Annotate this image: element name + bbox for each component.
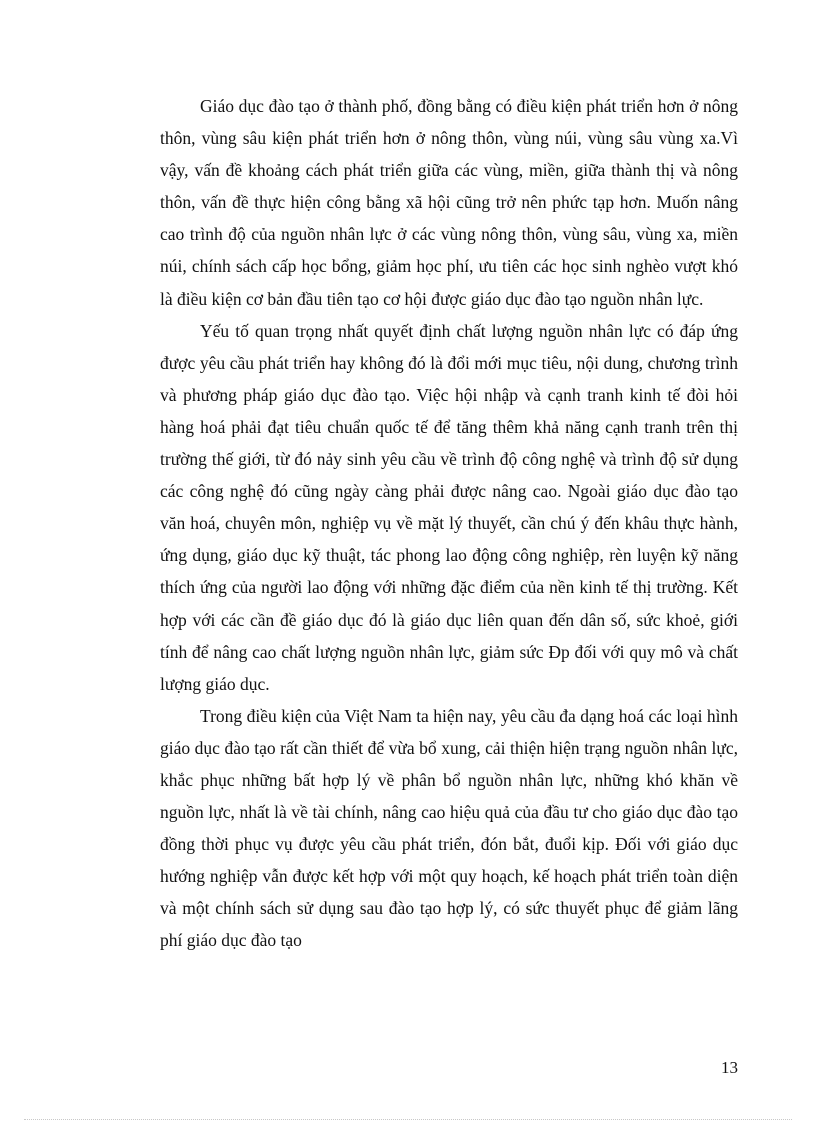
page-number: 13 [721, 1058, 738, 1077]
paragraph: Yếu tố quan trọng nhất quyết định chất lượng nguồn nhân lực có đáp ứng được yêu cầu phát triển hay không đó là đổi mới mục tiêu, nội dung, chương trình và phương pháp giáo dục đào tạo. Việc hội nhập và cạnh tranh kinh tế đòi hỏi hàng hoá phải đạt tiêu chuẩn quốc tế để tăng thêm khả năng cạnh tranh trên thị trường thế giới, từ đó nảy sinh yêu cầu về trình độ công nghệ và trình độ sử dụng các công nghệ đó cũng ngày càng phải được nâng cao. Ngoài giáo dục đào tạo văn hoá, chuyên môn, nghiệp vụ về mặt lý thuyết, cần chú ý đến khâu thực hành, ứng dụng, giáo dục kỹ thuật, tác phong lao động công nghiệp, rèn luyện kỹ năng thích ứng của người lao động với những đặc điểm của nền kinh tế thị trường. Kết hợp với các cần đề giáo dục đó là giáo dục liên quan đến dân số, sức khoẻ, giới tính để nâng cao chất lượng nguồn nhân lực, giảm sức Ðp đối với quy mô và chất lượng giáo dục. [160, 320, 738, 694]
footer-divider [24, 1119, 792, 1120]
paragraph: Trong điều kiện của Việt Nam ta hiện nay, yêu cầu đa dạng hoá các loại hình giáo dục đào tạo rất cần thiết để vừa bổ xung, cải thiện hiện trạng nguồn nhân lực, khắc phục những bất hợp lý về phân bổ nguồn nhân lực, những khó khăn về nguồn lực, nhất là về tài chính, nâng cao hiệu quả của đầu tư cho giáo dục đào tạo đồng thời phục vụ được yêu cầu phát triển, đón bắt, đuổi kịp. Đối với giáo dục hướng nghiệp vẫn được kết hợp với một quy hoạch, kế hoạch phát triển toàn diện và một chính sách sử dụng sau đào tạo hợp lý, có sức thuyết phục để giảm lãng phí giáo dục đào tạo [160, 705, 738, 951]
page-body [160, 90, 738, 957]
paragraph: Giáo dục đào tạo ở thành phố, đồng bằng có điều kiện phát triển hơn ở nông thôn, vùng sâu kiện phát triển hơn ở nông thôn, vùng núi, vùng sâu vùng xa.Vì vậy, vấn đề khoảng cách phát triển giữa các vùng, miền, giữa thành thị và nông thôn, vấn đề thực hiện công bằng xã hội cũng trở nên phức tạp hơn. Muốn nâng cao trình độ của nguồn nhân lực ở các vùng nông thôn, vùng sâu, vùng xa, miền núi, chính sách cấp học bổng, giảm học phí, ưu tiên các học sinh nghèo vượt khó là điều kiện cơ bản đầu tiên tạo cơ hội được giáo dục đào tạo nguồn nhân lực. [160, 96, 738, 309]
